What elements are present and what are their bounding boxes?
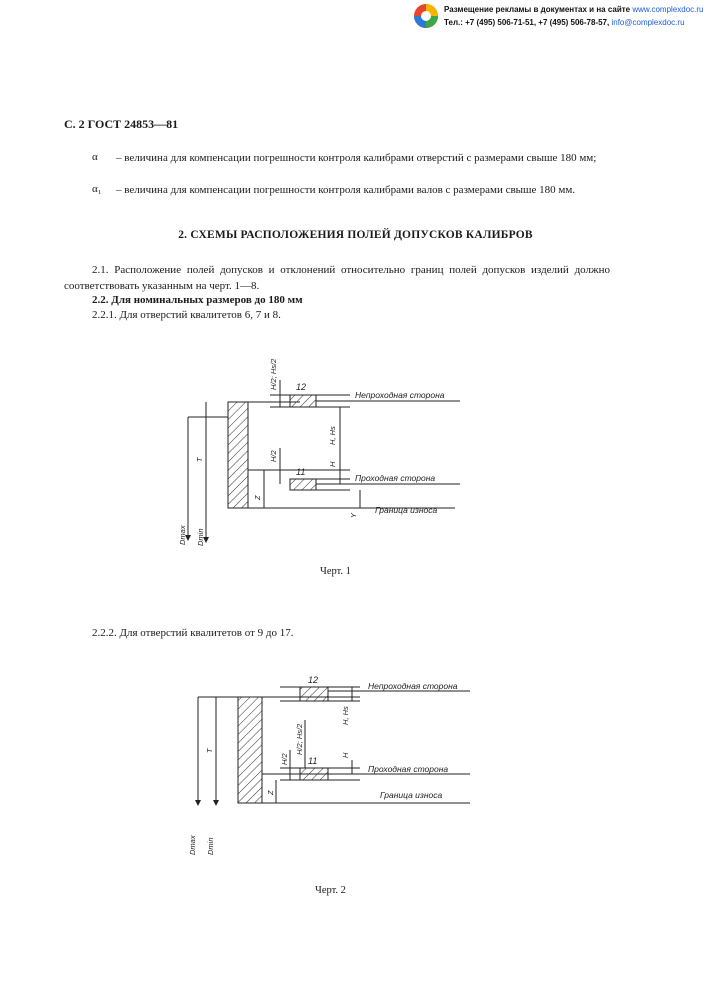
ad-line-2 (444, 18, 685, 27)
dim-dmin-label: Dmin (206, 837, 215, 855)
field-12-label: 12 (296, 382, 307, 392)
definition-text-alpha (116, 150, 608, 166)
dim-dmin-label: Dmin (196, 528, 205, 546)
dim-t-label: T (195, 457, 204, 462)
tolerance-field-bar (228, 402, 248, 508)
field-11-label: 11 (296, 467, 306, 477)
field-12-box (290, 395, 316, 407)
heading-2-2: 2.2. Для номинальных размеров до 180 мм (92, 294, 303, 306)
paragraph-2-2-1: 2.2.1. Для отверстий квалитетов 6, 7 и 8. (92, 309, 281, 321)
dim-h-hs-label: H, Hs (341, 706, 350, 725)
ad-site-link[interactable]: www.complexdoc.ru (632, 5, 704, 14)
field-12-label: 12 (308, 675, 319, 685)
ad-email-link[interactable]: info@complexdoc.ru (611, 18, 685, 27)
complexdoc-gear-logo-icon (413, 3, 439, 29)
dim-dmax-label: Dmax (188, 835, 197, 855)
field-11-box (290, 479, 316, 490)
definition-text-alpha1 (116, 182, 608, 198)
figure-1-caption: Черт. 1 (320, 566, 351, 577)
figure-1-diagram (170, 350, 470, 555)
wear-limit-label: Граница износа (375, 505, 438, 515)
dim-t-label: T (205, 748, 214, 753)
definition-alpha1-text: – величина для компенсации погрешности контроля калибрами валов с размерами свыше 180 мм. (116, 184, 576, 196)
no-go-side-label: Непроходная сторона (368, 681, 458, 691)
dim-h-label: H (328, 461, 337, 467)
definition-alpha-text: – величина для компенсации погрешности контроля калибрами отверстий с размерами свыше 180 мм; (116, 152, 597, 164)
dim-y-label: Y (349, 512, 358, 518)
dim-h-label: H (341, 752, 350, 758)
figure-2-diagram (180, 665, 480, 865)
ad-line-1 (444, 5, 703, 14)
figure-2-caption: Черт. 2 (315, 885, 346, 896)
field-11-label: 11 (308, 756, 318, 766)
dim-dmax-label: Dmax (178, 525, 187, 545)
ad-text-2: Тел.: +7 (495) 506-71-51, +7 (495) 506-78-57, (444, 18, 610, 27)
wear-limit-label: Граница износа (380, 790, 443, 800)
dim-h-hs-label: H, Hs (328, 426, 337, 445)
dim-h2-label: H/2 (269, 450, 278, 462)
tolerance-field-bar (238, 697, 262, 803)
dim-z-label: Z (266, 790, 275, 795)
paragraph-2-2-2: 2.2.2. Для отверстий квалитетов от 9 до 17. (92, 627, 294, 639)
go-side-label: Проходная сторона (355, 473, 436, 483)
paragraph-2-1: 2.1. Расположение полей допусков и отклонений относительно границ полей допусков изделий должно соответствовать указанным на черт. 1—8. (64, 264, 610, 292)
page-header: С. 2 ГОСТ 24853—81 (64, 117, 179, 131)
field-12-box (300, 687, 328, 701)
go-side-label: Проходная сторона (368, 764, 449, 774)
dim-h2-label: H/2 (280, 753, 289, 765)
section-title: 2. СХЕМЫ РАСПОЛОЖЕНИЯ ПОЛЕЙ ДОПУСКОВ КАЛИБРОВ (178, 229, 533, 241)
dim-hh2-label: H/2; Hs/2 (269, 358, 278, 390)
no-go-side-label: Непроходная сторона (355, 390, 445, 400)
definition-symbol-alpha: α (92, 151, 98, 163)
dim-hh2-label: H/2; Hs/2 (295, 723, 304, 755)
dim-z-label: Z (253, 495, 262, 500)
definition-symbol-alpha1: α₁ (92, 183, 102, 195)
ad-text-1: Размещение рекламы в документах и на сайте (444, 5, 631, 14)
